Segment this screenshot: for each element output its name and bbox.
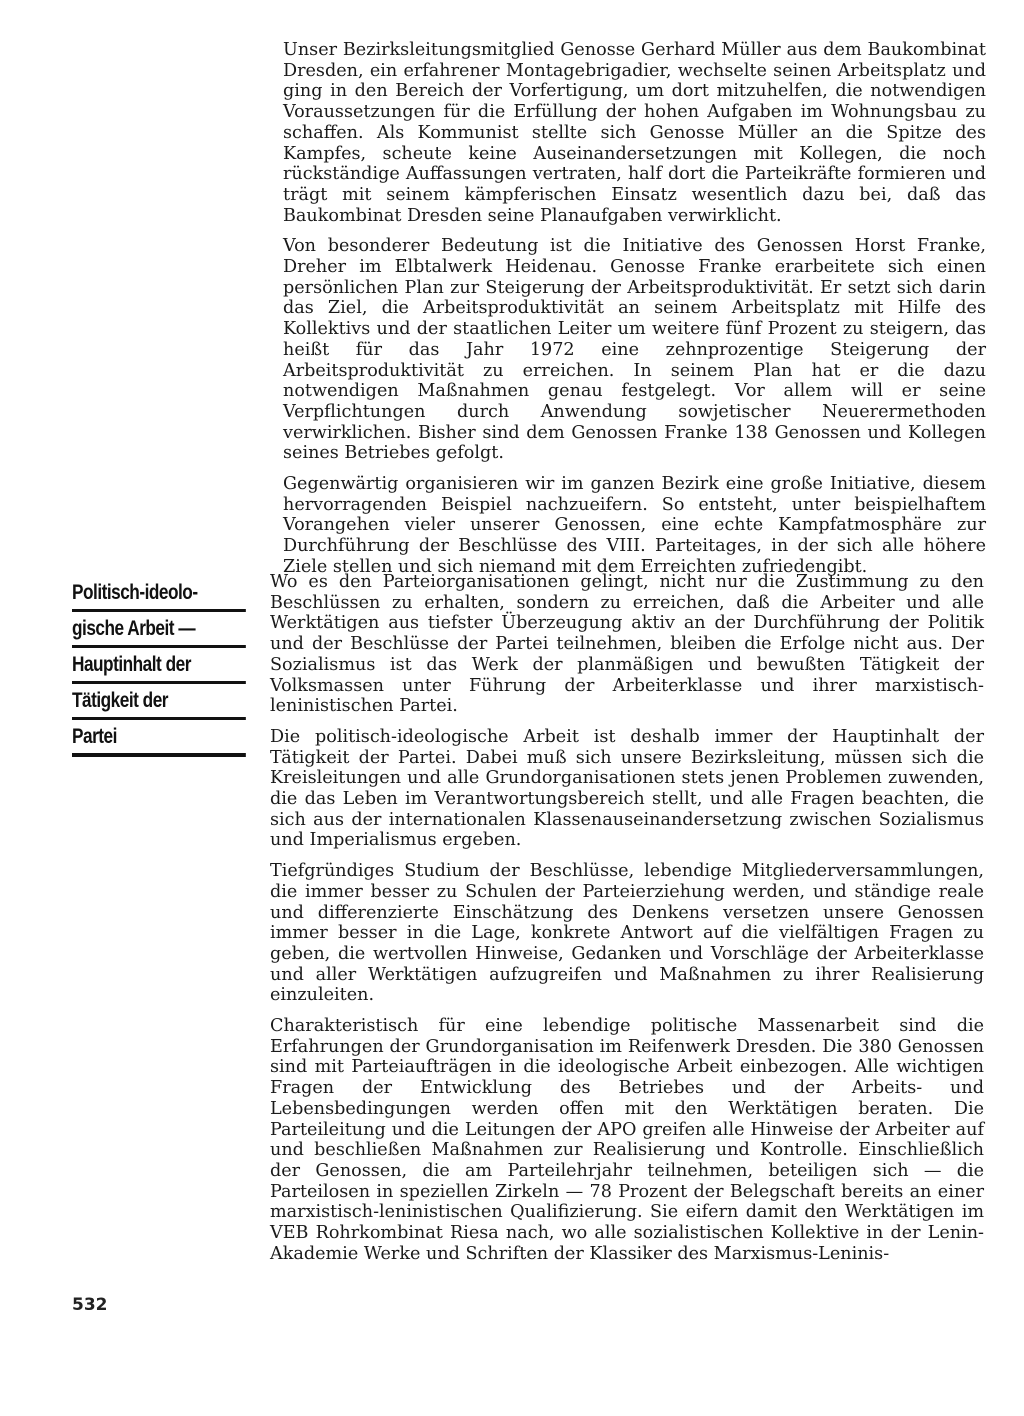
- paragraph-initiative: Gegenwärtig organisieren wir im ganzen Bezirk eine große Initiative, diesem hervorragenden Beispiel nachzueifern. So entsteht, unter beispielhaftem Vorangehen vieler unserer Genossen, eine echte Kampfatmosphäre zur Durchführung der Beschlüsse des VIII. Parteitages, in der sich alle höhere Ziele stellen und sich niemand mit dem Erreichten zufriedengibt.: [283, 474, 986, 577]
- section-heading-line: Tätigkeit der: [72, 684, 246, 720]
- paragraph-horst-franke: Von besonderer Bedeutung ist die Initiative des Genossen Horst Franke, Dreher im Elbtalwerk Heidenau. Genosse Franke erarbeitete sich einen persönlichen Plan zur Steigerung der Arbeitsproduktivität. Er setzt sich darin das Ziel, die Arbeitsproduktivität an seinem Arbeitsplatz mit Hilfe des Kollektivs und der staatlichen Leiter um weitere fünf Prozent zu steigern, das heißt für das Jahr 1972 eine zehnprozentige Steigerung der Arbeitsproduktivität zu erreichen. In seinem Plan hat er die dazu notwendigen Maßnahmen genau festgelegt. Vor allem will er seine Verpflichtungen durch Anwendung sowjetischer Neuerermethoden verwirklichen. Bisher sind dem Genossen Franke 138 Genossen und Kollegen seines Betriebes gefolgt.: [283, 236, 986, 464]
- body-column-upper: [283, 40, 986, 578]
- section-heading-line: Partei: [72, 720, 246, 757]
- section-heading-line: Hauptinhalt der: [72, 648, 246, 684]
- paragraph-reifenwerk: Charakteristisch für eine lebendige politische Massenarbeit sind die Erfahrungen der Grundorganisation im Reifenwerk Dresden. Die 380 Genossen sind mit Parteiaufträgen in die ideologische Arbeit einbezogen. Alle wichtigen Fragen der Entwicklung des Betriebes und der Arbeits- und Lebensbedingungen werden offen mit den Werktätigen beraten. Die Parteileitung und die Leitungen der APO greifen alle Hinweise der Arbeiter auf und beschließen Maßnahmen zur Realisierung und Kontrolle. Einschließlich der Genossen, die am Parteilehrjahr teilnehmen, beteiligen sich — die Parteilosen in speziellen Zirkeln — 78 Prozent der Belegschaft bereits an einer marxistisch-leninistischen Qualifizierung. Sie eifern damit den Werktätigen im VEB Rohrkombinat Riesa nach, wo alle sozialistischen Kollektive in der Lenin-Akademie Werke und Schriften der Klassiker des Marxismus-Leninis-: [270, 1016, 984, 1264]
- paragraph-parteiorganisationen: Wo es den Parteiorganisationen gelingt, nicht nur die Zustimmung zu den Beschlüssen zu erhalten, sondern zu erreichen, daß die Arbeiter und alle Werktätigen aus tiefster Überzeugung aktiv an der Durchführung der Politik und der Beschlüsse der Partei teilnehmen, bleiben die Erfolge nicht aus. Der Sozialismus ist das Werk der planmäßigen und bewußten Tätigkeit der Volksmassen unter Führung der Arbeiterklasse und ihrer marxistisch-leninistischen Partei.: [270, 572, 984, 717]
- paragraph-gerhard-mueller: Unser Bezirksleitungsmitglied Genosse Gerhard Müller aus dem Baukombinat Dresden, ein erfahrener Montagebrigadier, wechselte seinen Arbeitsplatz und ging in den Bereich der Vorfertigung, um dort mitzuhelfen, die notwendigen Voraussetzungen für die Erfüllung der hohen Aufgaben im Wohnungsbau zu schaffen. Als Kommunist stellte sich Genosse Müller an die Spitze des Kampfes, scheute keine Auseinandersetzungen mit Kollegen, die noch rückständige Auffassungen vertraten, half dort die Parteikräfte formieren und trägt mit seinem kämpferischen Einsatz wesentlich dazu bei, daß das Baukombinat Dresden seine Planaufgaben verwirklicht.: [283, 40, 986, 226]
- section-heading-line: gische Arbeit —: [72, 612, 246, 648]
- section-heading: [72, 576, 246, 757]
- body-column-lower: [270, 572, 984, 1265]
- paragraph-hauptinhalt: Die politisch-ideologische Arbeit ist deshalb immer der Hauptinhalt der Tätigkeit der Partei. Dabei muß sich unsere Bezirksleitung, müssen sich die Kreisleitungen und alle Grundorganisationen stets jenen Problemen zuwenden, die das Leben im Verantwortungsbereich stellt, und alle Fragen beachten, die sich aus der internationalen Klassenauseinandersetzung zwischen Sozialismus und Imperialismus ergeben.: [270, 726, 984, 851]
- paragraph-studium: Tiefgründiges Studium der Beschlüsse, lebendige Mitgliederversammlungen, die immer besser zu Schulen der Parteierziehung werden, und ständige reale und differenzierte Einschätzung des Denkens versetzen unsere Genossen immer besser in die Lage, konkrete Antwort auf die vielfältigen Fragen zu geben, die wertvollen Hinweise, Gedanken und Vorschläge der Arbeiterklasse und aller Werktätigen aufzugreifen und Maßnahmen zu ihrer Realisierung einzuleiten.: [270, 861, 984, 1006]
- section-heading-line: Politisch-ideolo-: [72, 576, 246, 612]
- page-number: 532: [72, 1295, 108, 1315]
